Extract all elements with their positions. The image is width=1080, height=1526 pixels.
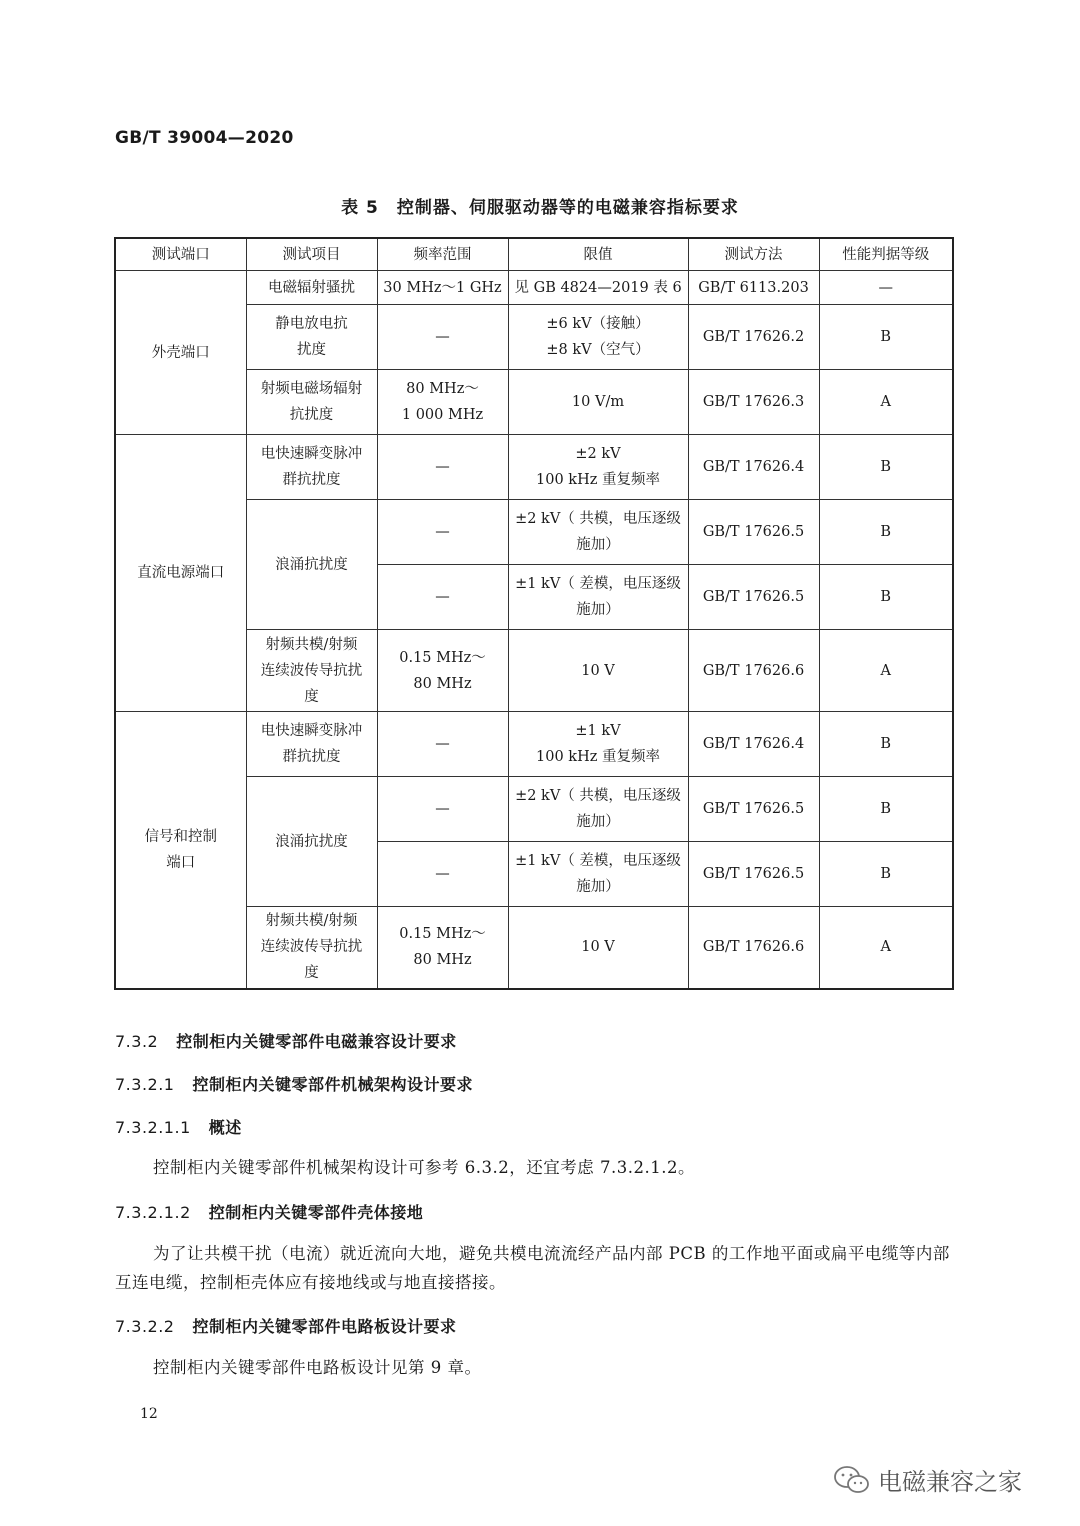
paragraph: 控制柜内关键零部件机械架构设计可参考 6.3.2，还宜考虑 7.3.2.1.2。	[153, 1158, 695, 1177]
section-number: 7.3.2.1	[115, 1075, 175, 1094]
watermark	[832, 1462, 1022, 1497]
grade-cell: B	[819, 435, 953, 500]
method-cell: GB/T 17626.2	[688, 305, 819, 370]
section-heading	[115, 1029, 457, 1052]
section-title: 控制柜内关键零部件壳体接地	[208, 1203, 424, 1222]
watermark-text: 电磁兼容之家	[878, 1468, 1022, 1496]
paragraph: 控制柜内关键零部件电路板设计见第 9 章。	[153, 1358, 482, 1377]
col-header: 测试项目	[246, 238, 377, 271]
limit-cell: 10 V/m	[508, 370, 688, 435]
limit-cell: 见 GB 4824—2019 表 6	[508, 271, 688, 305]
freq-cell: —	[377, 712, 508, 777]
limit-cell: ±1 kV（ 差模，电压逐级施加）	[508, 565, 688, 630]
col-header: 性能判据等级	[819, 238, 953, 271]
limit-cell: ±2 kV 100 kHz 重复频率	[508, 435, 688, 500]
item-cell: 射频共模/射频连续波传导抗扰度	[246, 630, 377, 712]
method-cell: GB/T 17626.4	[688, 712, 819, 777]
paragraph: 为了让共模干扰（电流）就近流向大地，避免共模电流流经产品内部 PCB 的工作地平面或扁平电缆等内部互连电缆，控制柜壳体应有接地线或与地直接搭接。	[115, 1244, 950, 1292]
section-heading	[115, 1200, 423, 1223]
limit-cell: ±6 kV（接触） ±8 kV（空气）	[508, 305, 688, 370]
grade-cell: B	[819, 777, 953, 842]
freq-cell: —	[377, 435, 508, 500]
section-title: 控制柜内关键零部件机械架构设计要求	[192, 1075, 473, 1094]
item-cell: 静电放电抗扰度	[246, 305, 377, 370]
section-number: 7.3.2.2	[115, 1317, 175, 1336]
table-row	[115, 271, 953, 305]
freq-cell: —	[377, 842, 508, 907]
item-cell: 电快速瞬变脉冲群抗扰度	[246, 435, 377, 500]
grade-cell: A	[819, 630, 953, 712]
port-cell: 信号和控制端口	[115, 712, 246, 989]
freq-cell: 0.15 MHz～ 80 MHz	[377, 907, 508, 989]
freq-cell: —	[377, 305, 508, 370]
method-cell: GB/T 17626.3	[688, 370, 819, 435]
method-cell: GB/T 17626.5	[688, 777, 819, 842]
port-cell: 外壳端口	[115, 271, 246, 435]
method-cell: GB/T 17626.5	[688, 565, 819, 630]
col-header: 测试端口	[115, 238, 246, 271]
freq-cell: 0.15 MHz～ 80 MHz	[377, 630, 508, 712]
table-caption: 表 5 控制器、伺服驱动器等的电磁兼容指标要求	[341, 198, 739, 218]
item-cell: 浪涌抗扰度	[246, 777, 377, 907]
section-heading	[115, 1314, 457, 1337]
item-cell: 射频电磁场辐射抗扰度	[246, 370, 377, 435]
freq-cell: —	[377, 777, 508, 842]
item-cell: 浪涌抗扰度	[246, 500, 377, 630]
grade-cell: A	[819, 907, 953, 989]
method-cell: GB/T 17626.6	[688, 907, 819, 989]
emc-requirements-table	[114, 237, 954, 990]
method-cell: GB/T 17626.5	[688, 500, 819, 565]
freq-cell: 80 MHz～ 1 000 MHz	[377, 370, 508, 435]
item-cell: 射频共模/射频连续波传导抗扰度	[246, 907, 377, 989]
grade-cell: —	[819, 271, 953, 305]
freq-cell: —	[377, 565, 508, 630]
section-title: 控制柜内关键零部件电磁兼容设计要求	[176, 1032, 457, 1051]
grade-cell: B	[819, 565, 953, 630]
table-header-row	[115, 238, 953, 271]
port-cell: 直流电源端口	[115, 435, 246, 712]
limit-cell: 10 V	[508, 907, 688, 989]
section-heading	[115, 1115, 242, 1138]
section-title: 概述	[208, 1118, 242, 1137]
freq-cell: —	[377, 500, 508, 565]
limit-cell: ±1 kV 100 kHz 重复频率	[508, 712, 688, 777]
section-title: 控制柜内关键零部件电路板设计要求	[192, 1317, 457, 1336]
col-header: 频率范围	[377, 238, 508, 271]
grade-cell: B	[819, 712, 953, 777]
grade-cell: B	[819, 305, 953, 370]
method-cell: GB/T 6113.203	[688, 271, 819, 305]
table-row	[115, 712, 953, 777]
col-header: 限值	[508, 238, 688, 271]
item-cell: 电快速瞬变脉冲群抗扰度	[246, 712, 377, 777]
item-cell: 电磁辐射骚扰	[246, 271, 377, 305]
limit-cell: ±2 kV（ 共模，电压逐级施加）	[508, 500, 688, 565]
freq-cell: 30 MHz～1 GHz	[377, 271, 508, 305]
limit-cell: ±1 kV（ 差模，电压逐级施加）	[508, 842, 688, 907]
table-row	[115, 435, 953, 500]
wechat-icon	[832, 1464, 872, 1496]
method-cell: GB/T 17626.4	[688, 435, 819, 500]
method-cell: GB/T 17626.5	[688, 842, 819, 907]
limit-cell: 10 V	[508, 630, 688, 712]
col-header: 测试方法	[688, 238, 819, 271]
grade-cell: B	[819, 500, 953, 565]
page-number: 12	[140, 1406, 158, 1422]
standard-number: GB/T 39004—2020	[115, 128, 294, 148]
limit-cell: ±2 kV（ 共模，电压逐级施加）	[508, 777, 688, 842]
section-number: 7.3.2	[115, 1032, 159, 1051]
section-number: 7.3.2.1.2	[115, 1203, 191, 1222]
method-cell: GB/T 17626.6	[688, 630, 819, 712]
grade-cell: A	[819, 370, 953, 435]
grade-cell: B	[819, 842, 953, 907]
section-number: 7.3.2.1.1	[115, 1118, 191, 1137]
section-heading	[115, 1072, 473, 1095]
